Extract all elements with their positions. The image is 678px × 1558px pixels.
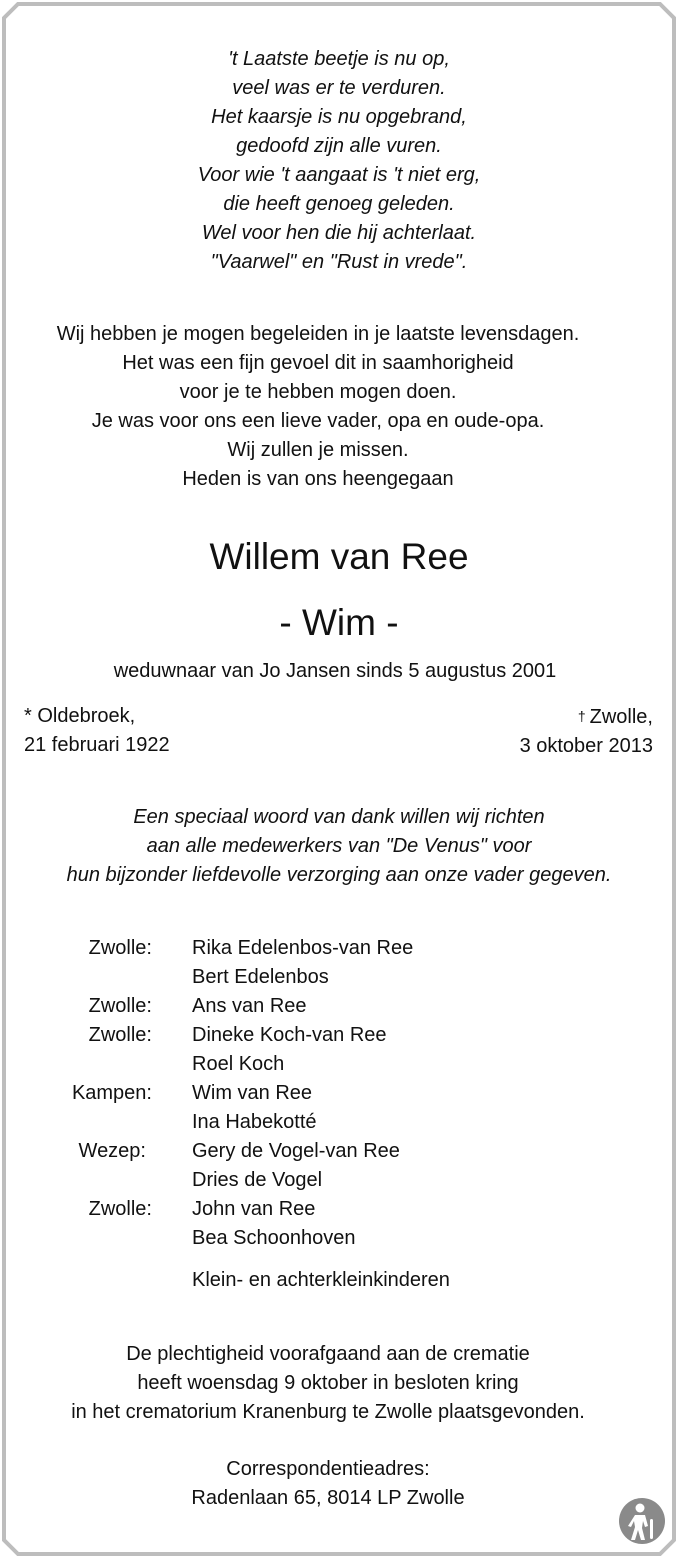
poem-line: "Vaarwel" en "Rust in vrede". [210,251,468,273]
address-label: Correspondentieadres: [226,1458,430,1480]
death-place: Zwolle, [589,706,653,728]
intro-line: voor je te hebben mogen doen. [179,381,457,403]
poem-line: veel was er te verduren. [232,77,446,99]
family-place: Zwolle: [88,995,152,1017]
family-name: John van Ree [192,1198,316,1220]
intro-line: Het was een fijn gevoel dit in saamhorigheid [122,352,514,374]
address-value: Radenlaan 65, 8014 LP Zwolle [191,1487,465,1509]
family-row [0,1137,678,1166]
family-row [0,1108,678,1137]
intro-line: Heden is van ons heengegaan [182,468,454,490]
ceremony-text [0,1340,656,1427]
family-name: Bert Edelenbos [192,966,329,988]
poem [0,45,678,277]
family-row [0,1050,678,1079]
family-name: Dries de Vogel [192,1169,323,1191]
family-row [0,1079,678,1108]
ceremony-line: heeft woensdag 9 oktober in besloten kring [137,1372,519,1394]
grandchildren-line: Klein- en achterkleinkinderen [192,1269,450,1291]
death-info [520,702,653,761]
death-place-line [520,702,653,732]
poem-line: 't Laatste beetje is nu op, [228,48,450,70]
family-place: Zwolle: [88,937,152,959]
correspondence-address [0,1455,656,1513]
family-name: Wim van Ree [192,1082,313,1104]
poem-line: Wel voor hen die hij achterlaat. [201,222,477,244]
family-name: Bea Schoonhoven [192,1227,356,1249]
deceased-nickname: - Wim - [279,602,399,643]
intro-text [0,320,636,494]
thanks-text [0,803,678,890]
thanks-line: aan alle medewerkers van "De Venus" voor [146,835,532,857]
walking-figure-icon [618,1497,666,1545]
birth-info [24,702,170,760]
cross-icon: † [577,708,586,724]
family-row [0,934,678,963]
poem-line: gedoofd zijn alle vuren. [236,135,442,157]
poem-line: die heeft genoeg geleden. [223,193,455,215]
thanks-line: Een speciaal woord van dank willen wij richten [133,806,545,828]
family-place: Zwolle: [88,1198,152,1220]
birth-date: 21 februari 1922 [24,734,170,756]
family-row [0,1195,678,1224]
intro-line: Wij zullen je missen. [227,439,409,461]
family-row [0,963,678,992]
family-name: Rika Edelenbos-van Ree [192,937,414,959]
family-name: Ans van Ree [192,995,307,1017]
family-row [0,1021,678,1050]
family-name: Dineke Koch-van Ree [192,1024,387,1046]
family-row [0,1166,678,1195]
family-name: Ina Habekotté [192,1111,317,1133]
birth-place: * Oldebroek, [24,705,136,727]
poem-line: Voor wie 't aangaat is 't niet erg, [197,164,481,186]
deceased-name: Willem van Ree [209,536,469,577]
widower-line: weduwnaar van Jo Jansen sinds 5 augustus 2001 [113,660,557,682]
intro-line: Wij hebben je mogen begeleiden in je laatste levensdagen. [56,323,580,345]
ceremony-line: De plechtigheid voorafgaand aan de crematie [126,1343,530,1365]
family-place: Kampen: [71,1082,152,1104]
intro-line: Je was voor ons een lieve vader, opa en oude-opa. [91,410,545,432]
family-place: Wezep: [78,1140,146,1162]
family-list [0,934,678,1253]
family-row [0,1224,678,1253]
family-row [0,992,678,1021]
family-name: Gery de Vogel-van Ree [192,1140,400,1162]
death-date: 3 oktober 2013 [519,735,653,757]
family-place: Zwolle: [88,1024,152,1046]
poem-line: Het kaarsje is nu opgebrand, [211,106,467,128]
thanks-line: hun bijzonder liefdevolle verzorging aan onze vader gegeven. [66,864,612,886]
family-name: Roel Koch [192,1053,285,1075]
ceremony-line: in het crematorium Kranenburg te Zwolle plaatsgevonden. [71,1401,585,1423]
